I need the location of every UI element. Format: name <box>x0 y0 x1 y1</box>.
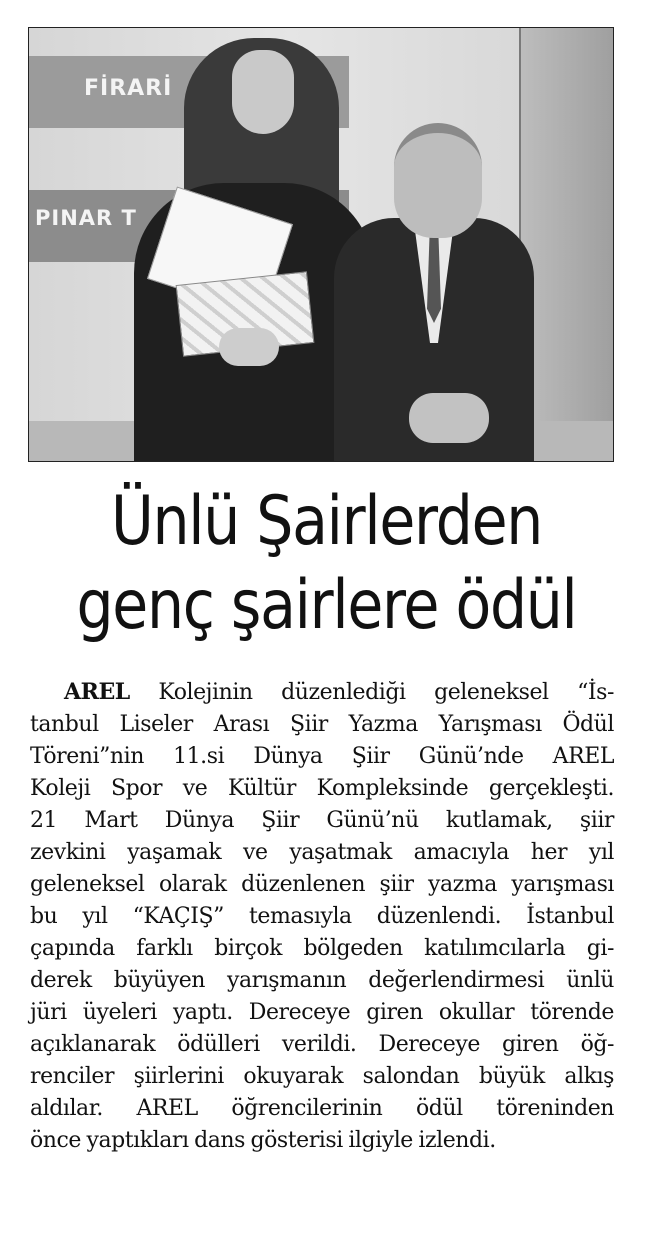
article-line: aldılar. AREL öğrencilerinin ödül töreninden <box>30 1096 614 1121</box>
slide-text-pinar: PINAR T <box>35 206 137 230</box>
article-line: açıklanarak ödülleri verildi. Dereceye giren öğ- <box>30 1032 614 1057</box>
article-line: derek büyüyen yarışmanın değerlendirmesi ünlü <box>30 968 614 993</box>
article-line-1 <box>30 676 614 709</box>
headline-line-2: genç şairlere ödül <box>76 566 577 645</box>
article-line: renciler şiirlerini okuyarak salondan büyük alkış <box>30 1064 614 1089</box>
girl-hands <box>219 328 279 366</box>
news-photo <box>28 27 614 462</box>
lead-word: AREL <box>64 679 130 705</box>
slide-text-firari: FİRARİ <box>84 76 173 101</box>
article-line: tanbul Liseler Arası Şiir Yazma Yarışması Ödül <box>30 712 614 737</box>
article-line: jüri üyeleri yaptı. Dereceye giren okullar törende <box>30 1000 614 1025</box>
man-head <box>394 123 482 238</box>
headline <box>0 480 653 648</box>
article-line: bu yıl “KAÇIŞ” temasıyla düzenlendi. İstanbul <box>30 904 614 929</box>
article-line: Koleji Spor ve Kültür Kompleksinde gerçekleşti. <box>30 776 614 801</box>
article-body <box>30 676 614 1157</box>
article-line-last: önce yaptıkları dans gösterisi ilgiyle izlendi. <box>30 1128 496 1153</box>
girl-face <box>232 50 294 134</box>
man-hands <box>409 393 489 443</box>
first-line-rest: Kolejinin düzenlediği geleneksel “İs- <box>129 680 614 705</box>
article-line: Töreni”nin 11.si Dünya Şiir Günü’nde AREL <box>30 744 614 769</box>
article-line: çapında farklı birçok bölgeden katılımcılarla gi- <box>30 936 614 961</box>
headline-line-1: Ünlü Şairlerden <box>110 482 543 561</box>
article-line: geleneksel olarak düzenlenen şiir yazma yarışması <box>30 872 614 897</box>
article-line: 21 Mart Dünya Şiir Günü’nü kutlamak, şiir <box>30 808 614 833</box>
article-line: zevkini yaşamak ve yaşatmak amacıyla her yıl <box>30 840 614 865</box>
